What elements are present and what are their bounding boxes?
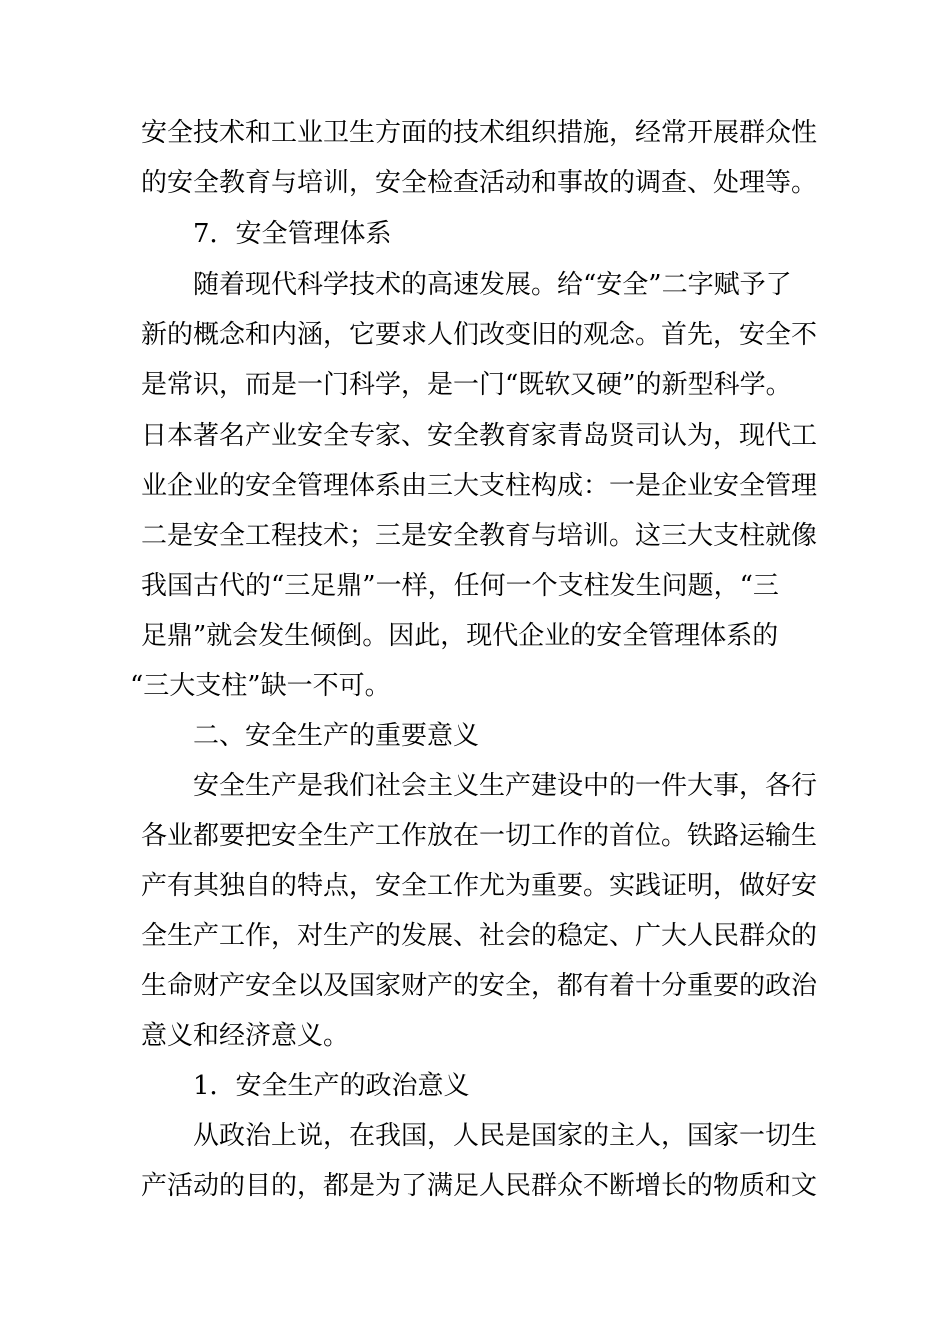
text-line: 足鼎”就会发生倾倒。因此，现代企业的安全管理体系的 xyxy=(141,621,779,651)
section-heading: 二、安全生产的重要意义 xyxy=(193,721,480,751)
section-heading: 7．安全管理体系 xyxy=(193,219,392,249)
text-line: 安全生产是我们社会主义生产建设中的一件大事，各行 xyxy=(193,771,818,801)
text-line: 安全技术和工业卫生方面的技术组织措施，经常开展群众性 xyxy=(141,118,818,148)
text-line: 我国古代的“三足鼎”一样，任何一个支柱发生问题，“三 xyxy=(141,571,779,601)
section-heading: 1．安全生产的政治意义 xyxy=(193,1071,470,1101)
text-line: 新的概念和内涵，它要求人们改变旧的观念。首先，安全不 xyxy=(141,320,818,350)
text-line: “三大支柱”缺一不可。 xyxy=(130,671,391,701)
text-line: 意义和经济意义。 xyxy=(141,1021,350,1051)
text-line: 二是安全工程技术；三是安全教育与培训。这三大支柱就像 xyxy=(141,521,818,551)
text-line: 是常识，而是一门科学，是一门“既软又硬”的新型科学。 xyxy=(141,370,792,400)
text-line: 产活动的目的，都是为了满足人民群众不断增长的物质和文 xyxy=(141,1171,818,1201)
text-line: 产有其独自的特点，安全工作尤为重要。实践证明，做好安 xyxy=(141,871,818,901)
text-line: 生命财产安全以及国家财产的安全，都有着十分重要的政治 xyxy=(141,971,818,1001)
text-line: 业企业的安全管理体系由三大支柱构成：一是企业安全管理 xyxy=(141,471,818,501)
text-line: 日本著名产业安全专家、安全教育家青岛贤司认为，现代工 xyxy=(141,421,818,451)
text-line: 的安全教育与培训，安全检查活动和事故的调查、处理等。 xyxy=(141,168,818,198)
text-line: 全生产工作，对生产的发展、社会的稳定、广大人民群众的 xyxy=(141,921,818,951)
text-line: 各业都要把安全生产工作放在一切工作的首位。铁路运输生 xyxy=(141,821,818,851)
text-line: 从政治上说，在我国，人民是国家的主人，国家一切生 xyxy=(193,1121,818,1151)
text-line: 随着现代科学技术的高速发展。给“安全”二字赋予了 xyxy=(193,270,792,300)
